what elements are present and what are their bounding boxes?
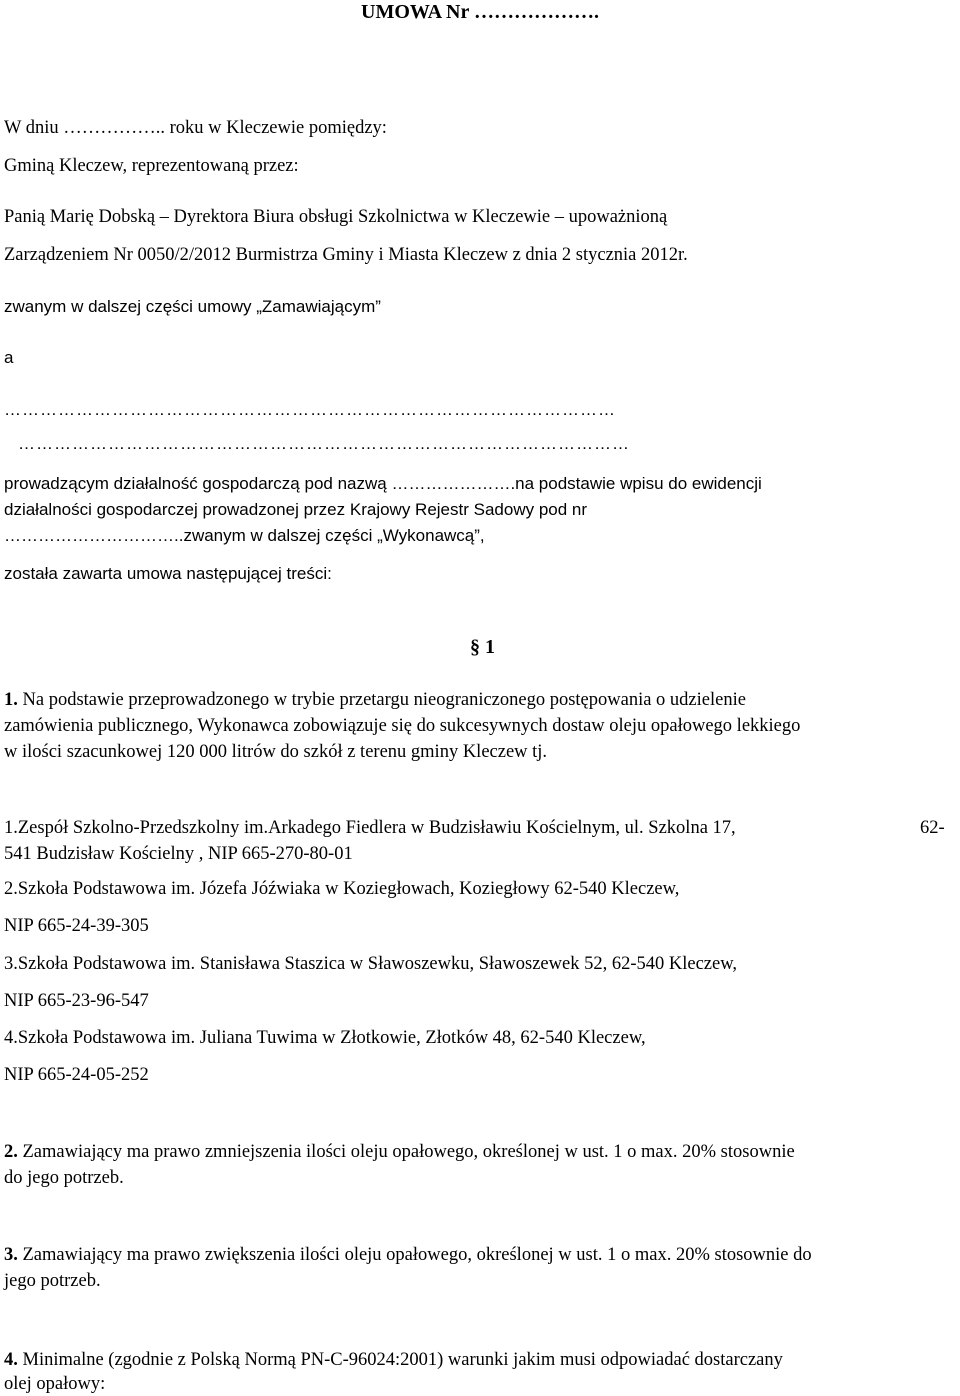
business-line-3: …………………………..zwanym w dalszej części „Wykonawcą”, — [4, 526, 485, 545]
school-4-nip: NIP 665-24-05-252 — [4, 1065, 149, 1085]
party-one: Gminą Kleczew, reprezentowaną przez: — [4, 156, 299, 176]
zamawiajacy-line: zwanym w dalszej części umowy „Zamawiającym” — [4, 297, 381, 316]
representative-line-1: Panią Marię Dobską – Dyrektora Biura obsługi Szkolnictwa w Kleczewie – upoważnioną — [4, 207, 668, 227]
and-line: a — [4, 348, 14, 367]
blank-line-2: ………………………………………………………………………………………… — [18, 434, 630, 453]
school-1-postcode-part: 62- — [920, 818, 945, 838]
school-3-line-1: 3.Szkoła Podstawowa im. Stanisława Staszica w Sławoszewku, Sławoszewek 52, 62-540 Kleczew, — [4, 954, 737, 974]
school-1-line-2: 541 Budzisław Kościelny , NIP 665-270-80-01 — [4, 844, 353, 864]
paragraph-3-number: 3. — [4, 1245, 18, 1265]
paragraph-1-line-1: 1. Na podstawie przeprowadzonego w trybie przetargu nieograniczonego postępowania o udzielenie — [4, 690, 746, 710]
business-line-1: prowadzącym działalność gospodarczą pod nazwą ………………….na podstawie wpisu do ewidencji — [4, 474, 762, 493]
school-3-nip: NIP 665-23-96-547 — [4, 991, 149, 1011]
paragraph-4-line-1: 4. Minimalne (zgodnie z Polską Normą PN-C-96024:2001) warunki jakim musi odpowiadać dostarczany — [4, 1350, 783, 1370]
paragraph-1-line-3: w ilości szacunkowej 120 000 litrów do szkół z terenu gminy Kleczew tj. — [4, 742, 548, 762]
section-mark: § 1 — [470, 636, 495, 658]
blank-line-1: ………………………………………………………………………………………… — [4, 400, 616, 419]
school-2-line-1: 2.Szkoła Podstawowa im. Józefa Jóźwiaka w Koziegłowach, Koziegłowy 62-540 Kleczew, — [4, 879, 680, 899]
representative-line-2: Zarządzeniem Nr 0050/2/2012 Burmistrza Gminy i Miasta Kleczew z dnia 2 stycznia 2012r. — [4, 245, 688, 265]
paragraph-3-line-2: jego potrzeb. — [4, 1271, 101, 1291]
paragraph-4-line-2: olej opałowy: — [4, 1374, 106, 1394]
paragraph-1-line-2: zamówienia publicznego, Wykonawca zobowiązuje się do sukcesywnych dostaw oleju opałowego lekkiego — [4, 716, 801, 736]
date-line: W dniu …………….. roku w Kleczewie pomiędzy: — [4, 118, 387, 138]
school-2-nip: NIP 665-24-39-305 — [4, 916, 149, 936]
school-1-line-1: 1.Zespół Szkolno-Przedszkolny im.Arkadego Fiedlera w Budzisławiu Kościelnym, ul. Szkolna 17, — [4, 818, 736, 838]
paragraph-1-number: 1. — [4, 690, 18, 710]
paragraph-2-line-2: do jego potrzeb. — [4, 1168, 124, 1188]
document-title: UMOWA Nr ………………. — [361, 1, 599, 23]
paragraph-2-line-1: 2. Zamawiający ma prawo zmniejszenia ilości oleju opałowego, określonej w ust. 1 o max. 20% stosownie — [4, 1142, 795, 1162]
business-line-2: działalności gospodarczej prowadzonej przez Krajowy Rejestr Sadowy pod nr — [4, 500, 588, 519]
paragraph-3-line-1: 3. Zamawiający ma prawo zwiększenia ilości oleju opałowego, określonej w ust. 1 o max. 20% stosownie do — [4, 1245, 812, 1265]
paragraph-2-number: 2. — [4, 1142, 18, 1162]
school-4-line-1: 4.Szkoła Podstawowa im. Juliana Tuwima w Złotkowie, Złotków 48, 62-540 Kleczew, — [4, 1028, 646, 1048]
concluded-line: została zawarta umowa następującej treści: — [4, 564, 332, 583]
paragraph-4-number: 4. — [4, 1350, 18, 1370]
